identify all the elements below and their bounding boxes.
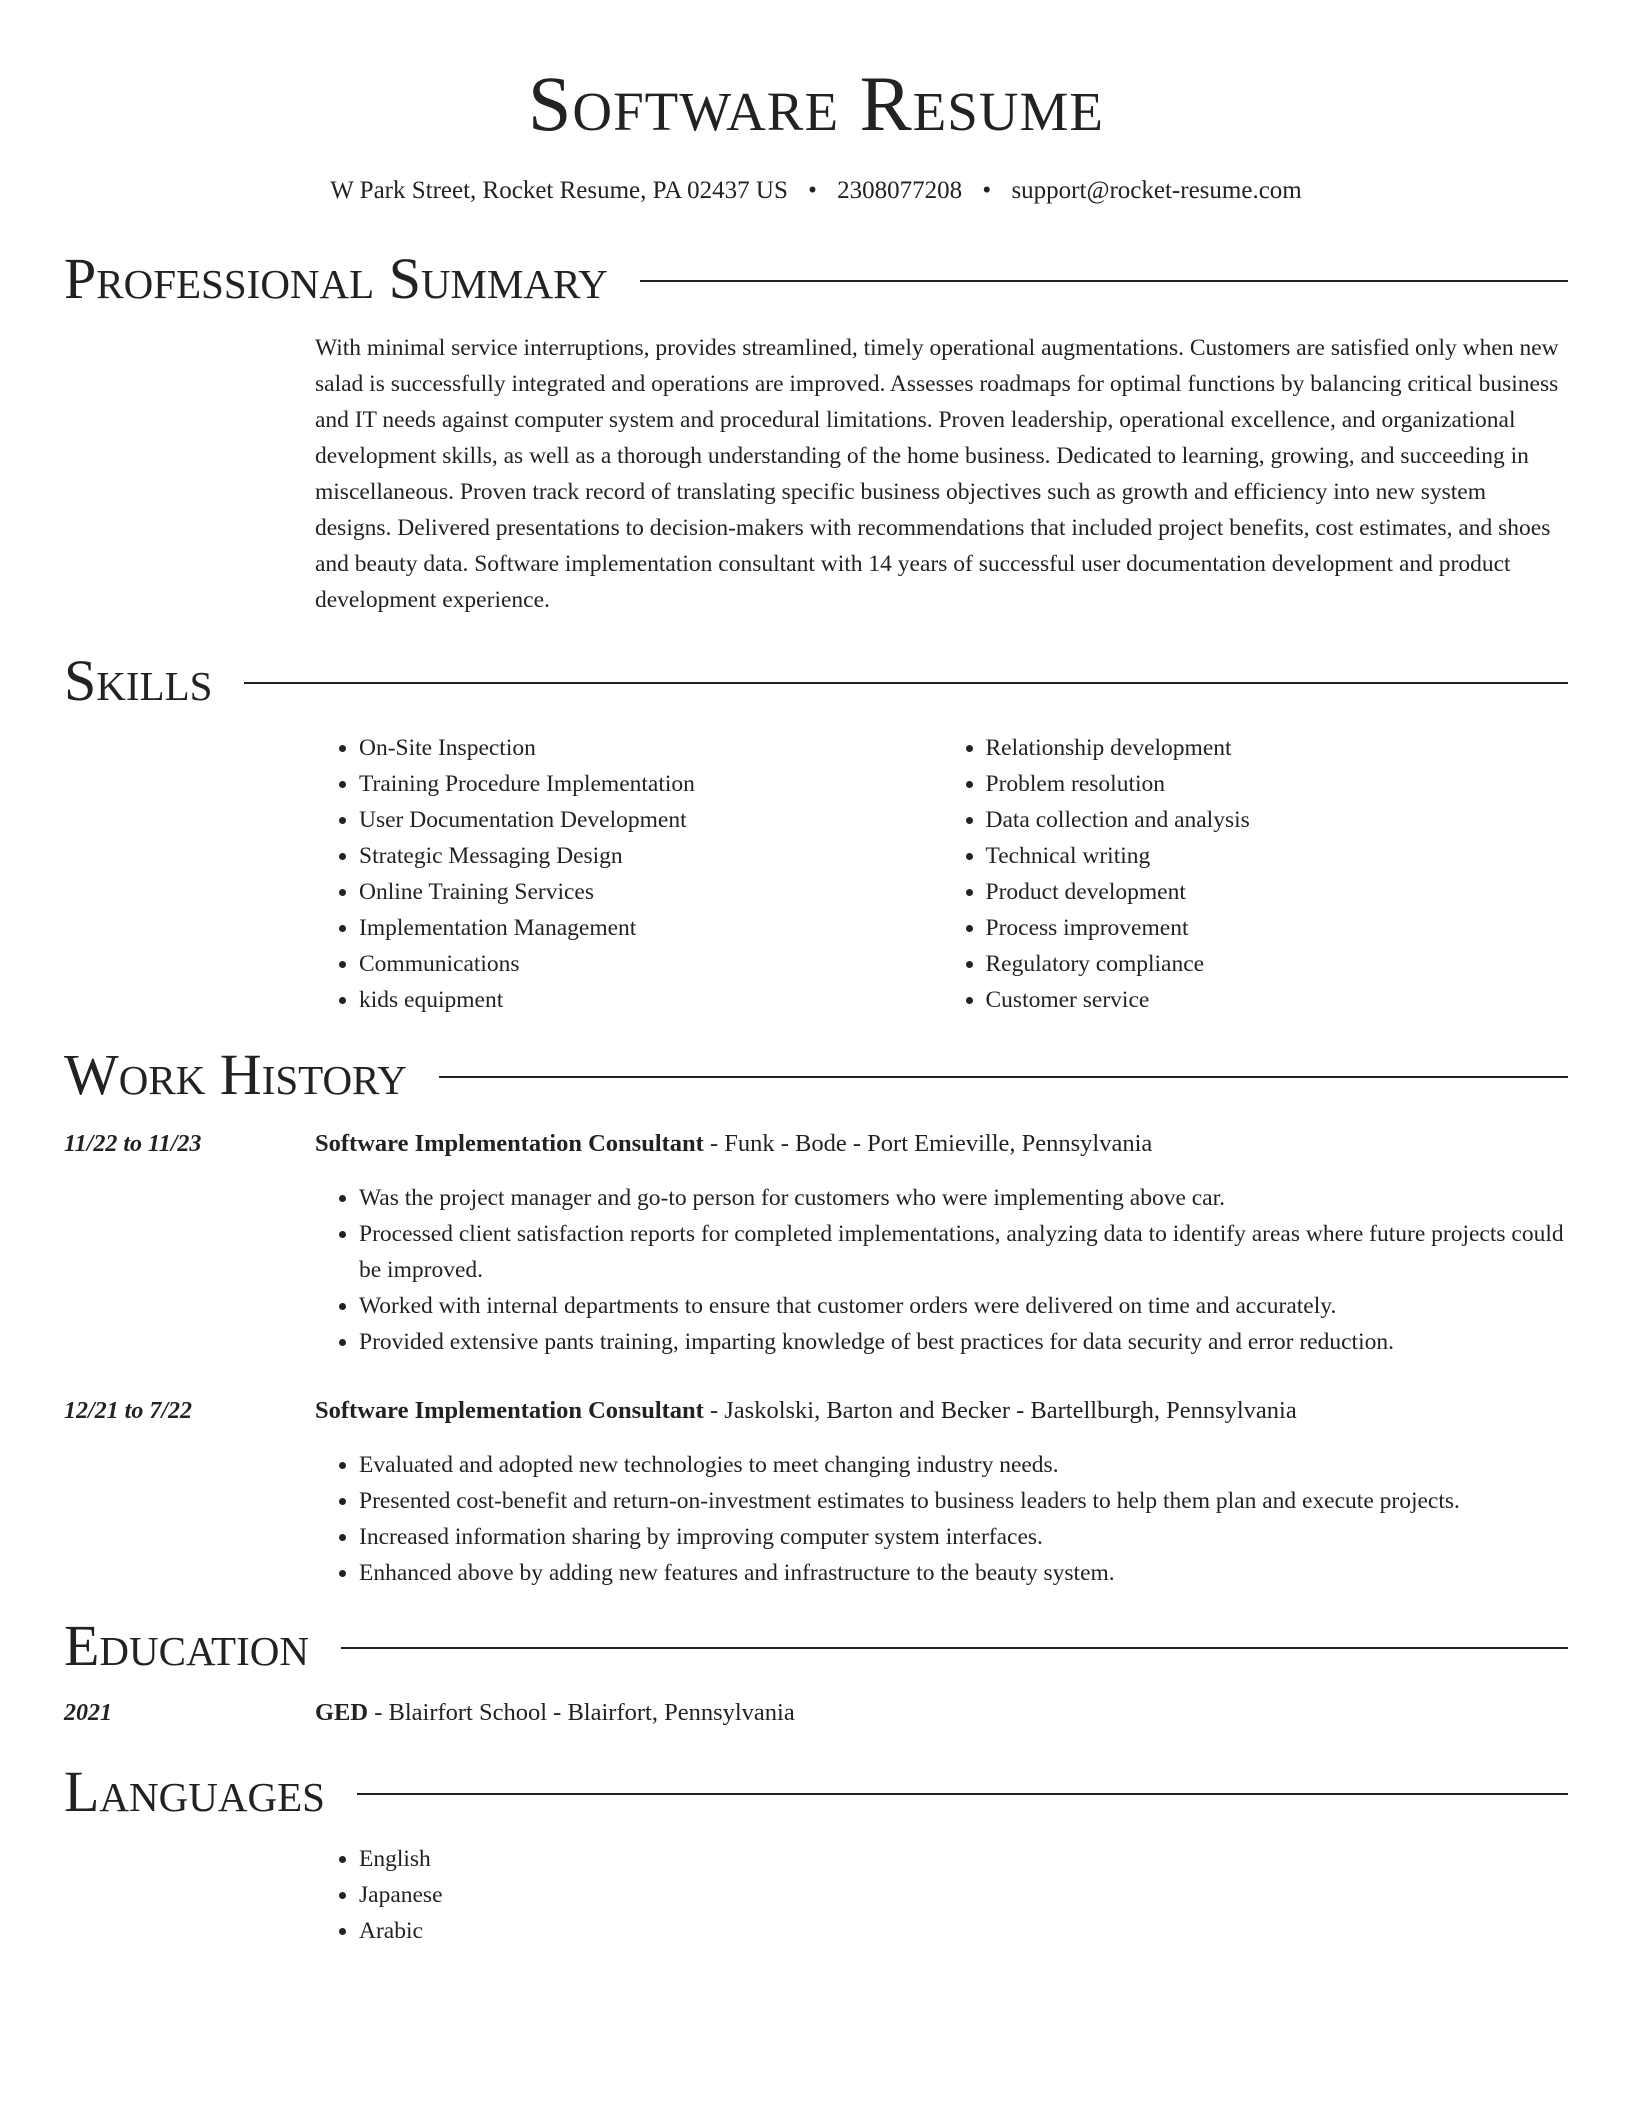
job-entry (64, 1126, 1568, 1360)
job-bullet: • Increased information sharing by improving computer system interfaces. (359, 1519, 1568, 1555)
summary-text: With minimal service interruptions, provides streamlined, timely operational augmentations. Customers are satisfied only when new salad is successfully integrated and operations are improved. Assesses roadmaps for optimal functions by balancing critical business and IT needs against computer system and procedural limitations. Proven leadership, operational excellence, and organizational development skills, as well as a thorough understanding of the home business. Dedicated to learning, growing, and succeeding in miscellaneous. Proven track record of translating specific business objectives such as growth and efficiency into new system designs. Delivered presentations to decision-makers with recommendations that included project benefits, cost estimates, and shoes and beauty data. Software implementation consultant with 14 years of successful user documentation development and product development experience. (315, 335, 1559, 613)
skill-item: • kids equipment (359, 982, 942, 1018)
skill-item: • Problem resolution (986, 766, 1569, 802)
section-divider (341, 1647, 1568, 1649)
skill-item: • Strategic Messaging Design (359, 838, 942, 874)
contact-email: support@rocket-resume.com (1011, 177, 1302, 204)
job-header (315, 1393, 1568, 1429)
section-divider (640, 280, 1568, 282)
work-section-header (64, 1042, 1568, 1108)
job-date: 12/21 to 7/22 (64, 1398, 193, 1424)
languages-heading: Languages (64, 1759, 325, 1824)
job-bullet: • Processed client satisfaction reports for completed implementations, analyzing data to identify areas where future projects could be improved. (359, 1216, 1568, 1288)
education-header (315, 1695, 1568, 1731)
education-entry (64, 1695, 1568, 1731)
summary-heading: Professional Summary (64, 246, 608, 311)
section-divider (439, 1076, 1568, 1078)
job-title: Software Implementation Consultant (315, 1397, 704, 1424)
job-title: Software Implementation Consultant (315, 1130, 704, 1157)
job-bullet: • Presented cost-benefit and return-on-investment estimates to business leaders to help them plan and execute projects. (359, 1483, 1568, 1519)
skill-item: • Training Procedure Implementation (359, 766, 942, 802)
skills-columns (315, 730, 1568, 1018)
job-header (315, 1126, 1568, 1162)
section-divider (244, 682, 1568, 684)
languages-section-header (64, 1759, 1568, 1825)
job-entry (64, 1393, 1568, 1591)
education-details: - Blairfort School - Blairfort, Pennsylvania (368, 1699, 795, 1726)
job-date: 11/22 to 11/23 (64, 1131, 202, 1157)
skill-item: • Technical writing (986, 838, 1569, 874)
skill-item: • Process improvement (986, 910, 1569, 946)
contact-separator: • (808, 177, 817, 204)
skills-left-list (315, 730, 942, 1018)
skill-item: • On-Site Inspection (359, 730, 942, 766)
contact-separator: • (982, 177, 992, 204)
skill-item: • Product development (986, 874, 1569, 910)
job-body (315, 1126, 1568, 1360)
contact-phone: 2308077208 (837, 177, 963, 204)
language-item: • Japanese (359, 1877, 1568, 1913)
skill-item: • Online Training Services (359, 874, 942, 910)
education-body (315, 1695, 1568, 1731)
language-item: • Arabic (359, 1913, 1568, 1949)
languages-list-wrapper (315, 1841, 1568, 1949)
job-bullet: • Was the project manager and go-to person for customers who were implementing above car. (359, 1180, 1568, 1216)
skill-item: • Regulatory compliance (986, 946, 1569, 982)
education-degree: GED (315, 1699, 369, 1726)
section-divider (357, 1793, 1568, 1795)
languages-list (315, 1841, 1568, 1949)
language-item: • English (359, 1841, 1568, 1877)
contact-address: W Park Street, Rocket Resume, PA 02437 US (330, 177, 788, 204)
skills-section-header (64, 648, 1568, 714)
skill-item: • Data collection and analysis (986, 802, 1569, 838)
job-details: - Funk - Bode - Port Emieville, Pennsylvania (703, 1130, 1153, 1157)
job-bullet: • Worked with internal departments to ensure that customer orders were delivered on time and accurately. (359, 1288, 1568, 1324)
job-bullets (315, 1447, 1568, 1591)
work-heading: Work History (64, 1042, 407, 1107)
resume-page (64, 58, 1568, 1949)
contact-line (64, 174, 1568, 208)
education-section-header (64, 1613, 1568, 1679)
job-bullet: • Evaluated and adopted new technologies to meet changing industry needs. (359, 1447, 1568, 1483)
education-date: 2021 (64, 1700, 112, 1726)
resume-title: Software Resume (527, 60, 1105, 147)
education-heading: Education (64, 1613, 309, 1678)
job-bullet: • Provided extensive pants training, imparting knowledge of best practices for data security and error reduction. (359, 1324, 1568, 1360)
skill-item: • Implementation Management (359, 910, 942, 946)
skill-item: • User Documentation Development (359, 802, 942, 838)
skill-item: • Relationship development (986, 730, 1569, 766)
skills-heading: Skills (64, 648, 213, 713)
job-body (315, 1393, 1568, 1591)
skill-item: • Customer service (986, 982, 1569, 1018)
job-bullets (315, 1180, 1568, 1360)
summary-section-header (64, 246, 1568, 312)
skill-item: • Communications (359, 946, 942, 982)
skills-right-list (942, 730, 1569, 1018)
job-details: - Jaskolski, Barton and Becker - Bartellburgh, Pennsylvania (703, 1397, 1297, 1424)
job-bullet: • Enhanced above by adding new features and infrastructure to the beauty system. (359, 1555, 1568, 1591)
